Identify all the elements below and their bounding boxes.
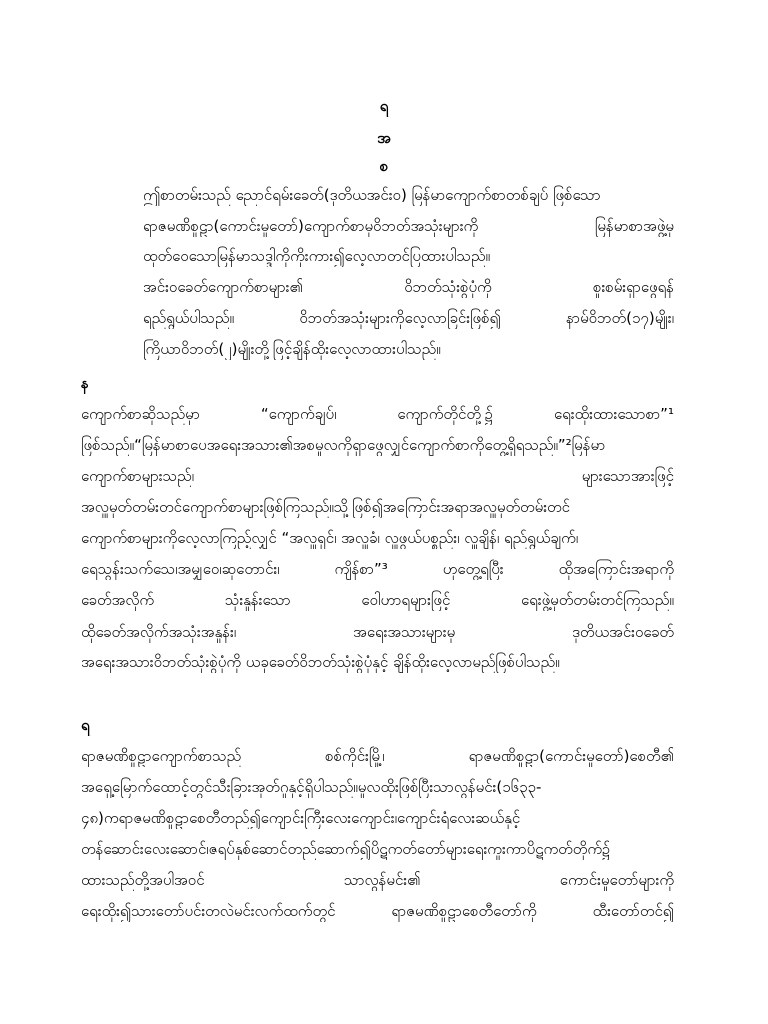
text-segment: “ကျောက်ချပ်၊: [260, 405, 337, 423]
text-segment: ဟုတွေ့ရပြီး: [442, 560, 504, 578]
text-segment: ကျောက်စာဆိုသည်မှာ: [81, 405, 200, 423]
text-segment: ရည်ရွယ်ပါသည်။: [143, 309, 234, 327]
abstract-line: [143, 276, 674, 298]
text-segment: ဝိဘတ်အသုံးများကိုလေ့လာခြင်းဖြစ်၍: [299, 309, 501, 327]
text-segment: ဒုတိယအင်းဝခေတ်: [572, 623, 674, 641]
text-segment: အင်းဝခေတ်ကျောက်စာများ၏: [143, 278, 303, 296]
abstract-line: [143, 215, 674, 237]
summary-line: [81, 900, 674, 922]
text-segment: ဝိဘတ်သုံးစွဲပုံကို: [404, 278, 492, 296]
text-segment: ထိုအကြောင်းအရာကို: [558, 560, 674, 578]
text-segment: ရေးထိုး၍သားတော်ပင်းတလဲမင်းလက်ထက်တွင်: [81, 902, 336, 920]
abstract-heading: စ: [379, 157, 389, 175]
section-heading-summary: ရ: [81, 716, 90, 734]
intro-line: [81, 589, 674, 611]
text-segment: ထီးတော်တင်၍: [592, 902, 674, 920]
intro-line: ကျောက်စာများကိုလေ့လာကြည့်လျှင် “အလှူရှင်၊ အလှူခံ၊ လှူဖွယ်ပစ္စည်း၊ လှူချိန်၊ ရည်ရွယ်ချက်၊: [81, 529, 579, 547]
intro-line: [81, 558, 674, 580]
abstract-line: [143, 307, 674, 329]
paper-title: ရ: [379, 97, 389, 115]
text-segment: မြန်မာစာအဖွဲ့မှ: [594, 217, 674, 235]
text-segment: သာလွန်မင်း၏: [343, 871, 421, 889]
text-segment: ရေသွန်းသက်သေ၊အမျှဝေ၊ဆုတောင်း၊: [81, 560, 280, 578]
abstract-line: ကြိယာဝိဘတ်(၂)မျိုးတို့ဖြင့်ချိန်ထိုးလေ့လာထားပါသည်။: [143, 340, 441, 358]
text-segment: စူးစမ်းရှာဖွေရန်: [593, 278, 674, 296]
text-segment: များသောအားဖြင့်: [581, 467, 674, 485]
author-name: အ: [377, 129, 391, 147]
text-segment: ဝေါဟာရများဖြင့်: [361, 591, 451, 609]
intro-line: အလှူမှတ်တမ်းတင်ကျောက်စာများဖြစ်ကြသည်။သို့ဖြစ်၍အကြောင်းအရာအလှူမှတ်တမ်းတင်: [81, 498, 570, 516]
text-segment: ကျောက်စာများသည်၊: [81, 467, 194, 485]
summary-line: [81, 745, 674, 767]
text-segment: ရာဇမဏိစူဠာကျောက်စာသည်: [81, 747, 242, 765]
intro-line: အရေးအသားဝိဘတ်သုံးစွဲပုံကို ယခုခေတ်ဝိဘတ်သုံးစွဲပုံနှင့် ချိန်ထိုးလေ့လာမည်ဖြစ်ပါသည်။: [81, 653, 560, 671]
text-segment: ရာဇမဏိစူဠာစေတီတော်ကို: [391, 902, 537, 920]
text-segment: ကောင်းမှုတော်များကို: [559, 871, 674, 889]
summary-line: အရှေ့မြောက်ထောင့်တွင်သီးခြားအုတ်ဂူနှင့်ရှိပါသည်။မူလထိုးဖြစ်ပြီးသာလွန်မင်း(၁၆၃၃-: [81, 778, 542, 796]
summary-line: [81, 869, 674, 891]
text-segment: ထိုခေတ်အလိုက်အသုံးအနှုန်း၊: [81, 623, 237, 641]
text-segment: သုံးနှုန်းသော: [224, 591, 291, 609]
text-segment: အရေးအသားများမှ: [353, 623, 456, 641]
abstract-line: ဤစာတမ်းသည် ညောင်ရမ်းခေတ်(ဒုတိယအင်းဝ) မြန်မာကျောက်စာတစ်ချပ် ဖြစ်သော: [143, 186, 601, 204]
abstract-line: ထုတ်ဝေသောမြန်မာသဒ္ဒါကိုကိုးကား၍လေ့လာတင်ပြထားပါသည်။: [143, 247, 491, 265]
text-segment: ရာဇမဏိစူဠာ(ကောင်းမှုတော်)ကျောက်စာမှဝိဘတ်အသုံးများကို: [143, 217, 479, 235]
summary-line: ၄၈)ကရာဇမဏိစူဠာစေတီတည်၍ကျောင်းကြီးလေးကျောင်း၊ကျောင်းရံလေးဆယ်နှင့်: [81, 809, 521, 827]
text-segment: ရေးထိုးထားသောစာ”¹: [554, 405, 674, 423]
text-segment: ကျောက်တိုင်တို့၌: [397, 405, 494, 423]
section-heading-intro: န: [81, 374, 89, 392]
text-segment: ခေတ်အလိုက်: [81, 591, 155, 609]
summary-line: တန်ဆောင်းလေးဆောင်၊ဇရပ်နှစ်ဆောင်တည်ဆောက်၍ပိဋကတ်တော်များရေးကူးကာပိဋကတ်တိုက်၌: [81, 840, 611, 858]
text-segment: ကျိန်စာ”³: [334, 560, 388, 578]
intro-line: [81, 465, 674, 487]
text-segment: စစ်ကိုင်းမြို့၊: [325, 747, 385, 765]
intro-line: [81, 403, 674, 425]
intro-line: ဖြစ်သည်။“မြန်မာစာပေအရေးအသား၏အစမူလကိုရှာဖွေလျှင်ကျောက်စာကိုတွေ့ရှိရသည်။”²မြန်မာ: [81, 436, 606, 454]
text-segment: နာမ်ဝိဘတ်(၁၇)မျိုး၊: [566, 309, 674, 327]
intro-line: [81, 621, 674, 643]
text-segment: ရေးဖွဲ့မှတ်တမ်းတင်ကြသည်။: [521, 591, 674, 609]
text-segment: ထားသည်တို့အပါအဝင်: [81, 871, 205, 889]
text-segment: ရာဇမဏိစူဠာ(ကောင်းမှုတော်)စေတီ၏: [468, 747, 674, 765]
